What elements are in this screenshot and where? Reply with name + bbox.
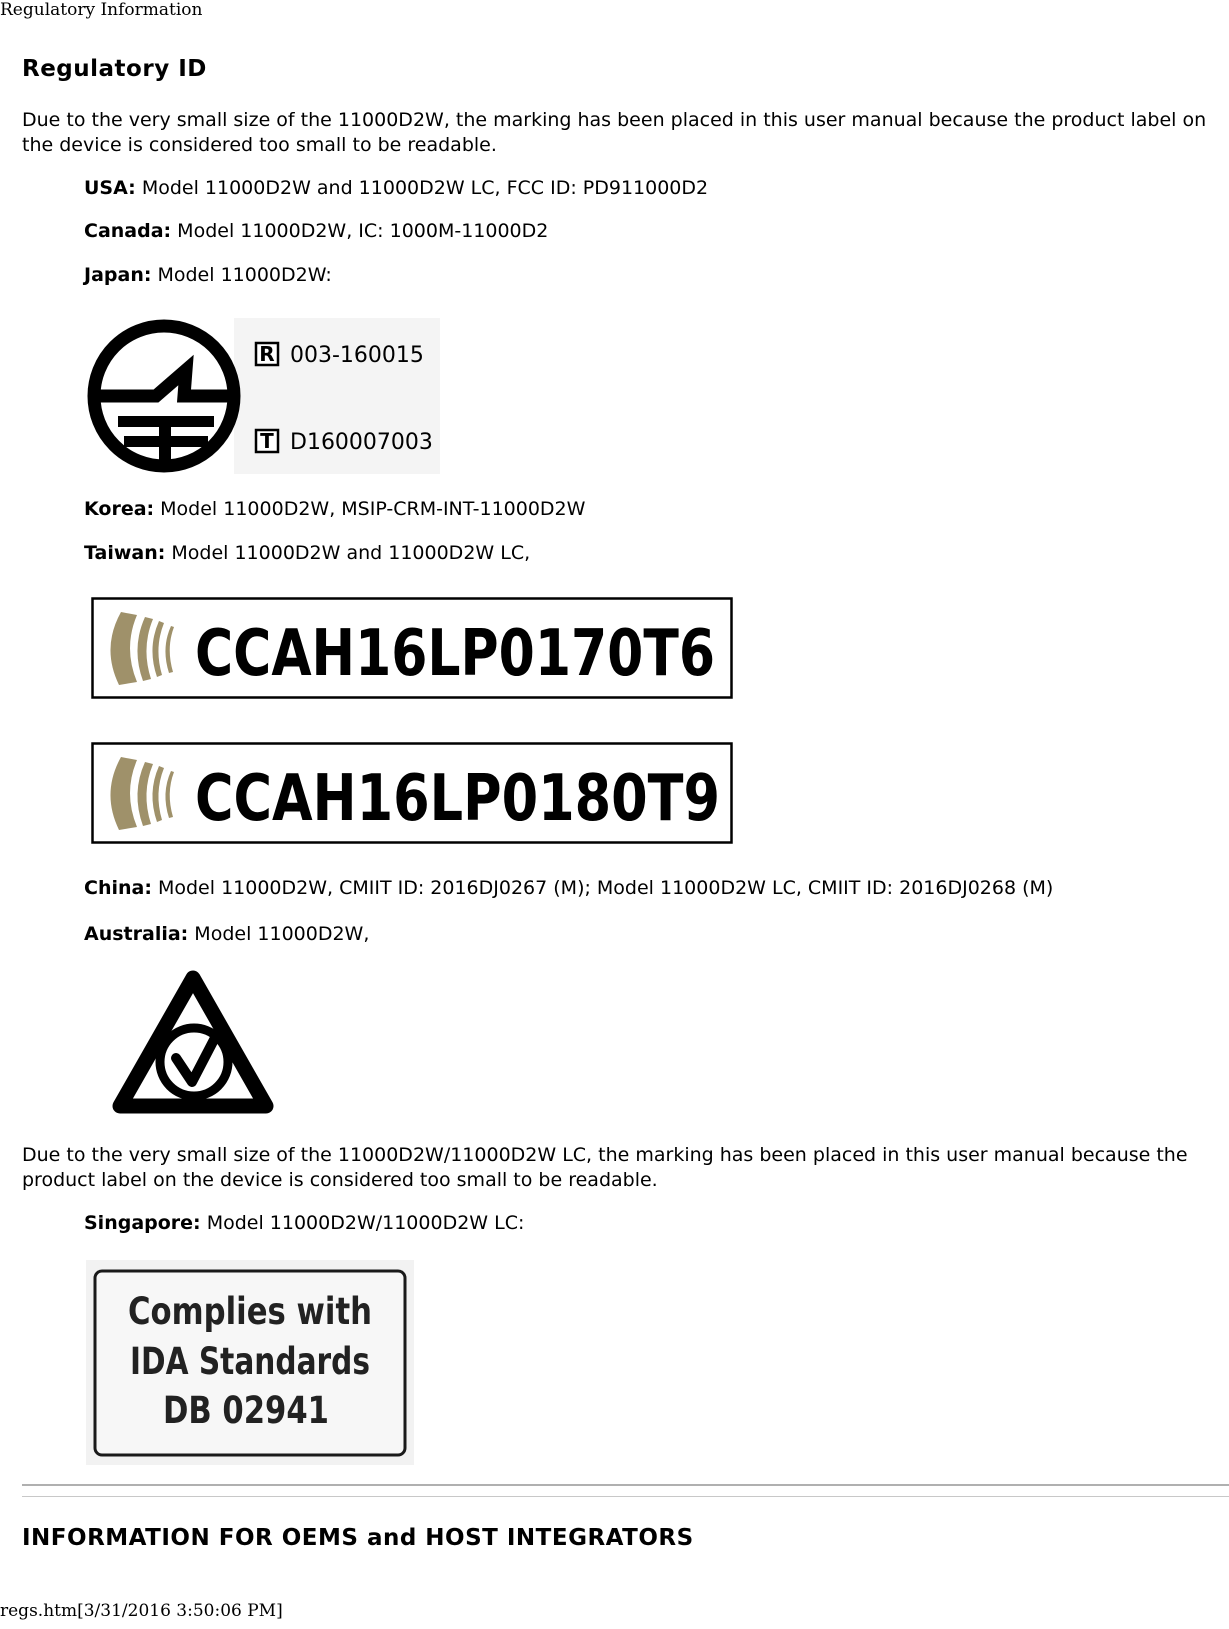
- r-code: 003-160015: [290, 343, 424, 368]
- taiwan-line: [84, 541, 530, 566]
- china-line: [84, 876, 1053, 901]
- australia-line: [84, 922, 369, 947]
- singapore-ida-label: [86, 1260, 414, 1465]
- divider-top: [22, 1484, 1229, 1486]
- korea-label: Korea:: [84, 498, 155, 520]
- canada-line: [84, 219, 548, 244]
- section-title: Regulatory ID: [22, 56, 207, 82]
- canada-label: Canada:: [84, 220, 172, 242]
- usa-text: Model 11000D2W and 11000D2W LC, FCC ID: PD911000D2: [135, 177, 709, 199]
- taiwan-ncc-label-1: [91, 597, 733, 699]
- japan-label: Japan:: [84, 264, 152, 286]
- ncc-code-2: CCAH16LP0180T9: [195, 762, 720, 836]
- japan-line: [84, 263, 332, 288]
- taiwan-ncc-label-2: [91, 742, 733, 844]
- australia-text: Model 11000D2W,: [188, 923, 370, 945]
- canada-text: Model 11000D2W, IC: 1000M-11000D2: [171, 220, 549, 242]
- check-icon: [176, 1032, 218, 1082]
- intro-paragraph: Due to the very small size of the 11000D2W, the marking has been placed in this user manual because the product label on the device is considered too small to be readable.: [22, 109, 1207, 156]
- taiwan-text: Model 11000D2W and 11000D2W LC,: [165, 542, 531, 564]
- singapore-line: [84, 1211, 524, 1236]
- korea-text: Model 11000D2W, MSIP-CRM-INT-11000D2W: [154, 498, 586, 520]
- ncc-code-1: CCAH16LP0170T6: [195, 617, 715, 691]
- page-header: Regulatory Information: [0, 0, 203, 20]
- divider-bottom: [22, 1496, 1229, 1497]
- ida-line-2: IDA Standards: [130, 1340, 370, 1383]
- singapore-text: Model 11000D2W/11000D2W LC:: [200, 1212, 525, 1234]
- taiwan-label: Taiwan:: [84, 542, 166, 564]
- usa-line: [84, 176, 708, 201]
- page-footer: regs.htm[3/31/2016 3:50:06 PM]: [0, 1601, 283, 1621]
- singapore-label: Singapore:: [84, 1212, 201, 1234]
- japan-text: Model 11000D2W:: [151, 264, 332, 286]
- t-code: D160007003: [290, 430, 433, 455]
- china-label: China:: [84, 877, 152, 899]
- t-letter: T: [260, 429, 274, 453]
- giteki-icon: [94, 326, 234, 468]
- r-letter: R: [259, 342, 275, 366]
- korea-line: [84, 497, 585, 522]
- australia-rcm-mark: [110, 966, 276, 1124]
- china-text: Model 11000D2W, CMIIT ID: 2016DJ0267 (M); Model 11000D2W LC, CMIIT ID: 2016DJ0268 (M): [151, 877, 1054, 899]
- oem-section-title: INFORMATION FOR OEMS and HOST INTEGRATORS: [22, 1525, 694, 1551]
- intro2-paragraph: Due to the very small size of the 11000D2W/11000D2W LC, the marking has been placed in this user manual because the product label on the device is considered too small to be readable.: [22, 1144, 1188, 1191]
- australia-label: Australia:: [84, 923, 189, 945]
- ida-line-1: Complies with: [128, 1290, 372, 1333]
- japan-giteki-mark: [84, 318, 440, 474]
- usa-label: USA:: [84, 177, 136, 199]
- ida-line-3: DB 02941: [163, 1389, 329, 1432]
